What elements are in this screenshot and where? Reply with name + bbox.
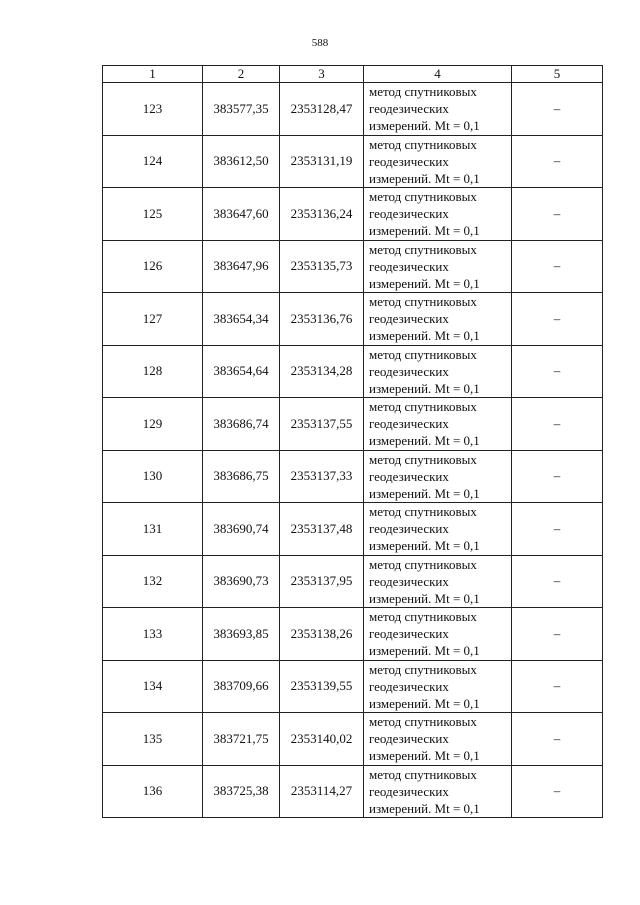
coordinates-table [102,65,603,818]
x-coordinate-cell: 383709,66 [203,660,280,713]
method-line-3: измерений. Mt = 0,1 [369,590,480,606]
note-cell: – [512,608,603,661]
note-cell: – [512,83,603,136]
x-coordinate-cell: 383693,85 [203,608,280,661]
method-line-1: метод спутниковых [369,346,477,362]
point-number-cell: 134 [103,660,203,713]
header-col-4: 4 [364,66,512,83]
table-row [103,293,603,346]
table-row [103,398,603,451]
point-number-cell: 136 [103,765,203,818]
method-line-3: измерений. Mt = 0,1 [369,748,480,764]
y-coordinate-cell: 2353139,55 [280,660,364,713]
method-cell [364,450,512,503]
table-header [103,66,603,83]
table-row [103,240,603,293]
method-line-1: метод спутниковых [369,504,477,520]
note-cell: – [512,450,603,503]
header-col-3: 3 [280,66,364,83]
method-line-2: геодезических [369,363,449,379]
method-line-1: метод спутниковых [369,609,477,625]
note-cell: – [512,713,603,766]
method-cell [364,240,512,293]
x-coordinate-cell: 383686,74 [203,398,280,451]
x-coordinate-cell: 383577,35 [203,83,280,136]
method-line-2: геодезических [369,101,449,117]
method-line-3: измерений. Mt = 0,1 [369,538,480,554]
method-line-3: измерений. Mt = 0,1 [369,380,480,396]
point-number-cell: 135 [103,713,203,766]
x-coordinate-cell: 383654,34 [203,293,280,346]
point-number-cell: 131 [103,503,203,556]
point-number-cell: 130 [103,450,203,503]
method-line-3: измерений. Mt = 0,1 [369,695,480,711]
y-coordinate-cell: 2353128,47 [280,83,364,136]
page-number: 588 [311,37,329,49]
header-col-1: 1 [103,66,203,83]
note-cell: – [512,293,603,346]
note-cell: – [512,660,603,713]
method-cell [364,188,512,241]
point-number-cell: 125 [103,188,203,241]
x-coordinate-cell: 383690,73 [203,555,280,608]
point-number-cell: 133 [103,608,203,661]
table-row [103,188,603,241]
point-number-cell: 126 [103,240,203,293]
method-line-1: метод спутниковых [369,451,477,467]
method-line-3: измерений. Mt = 0,1 [369,275,480,291]
method-cell [364,83,512,136]
method-line-1: метод спутниковых [369,714,477,730]
y-coordinate-cell: 2353135,73 [280,240,364,293]
method-line-3: измерений. Mt = 0,1 [369,118,480,134]
x-coordinate-cell: 383612,50 [203,135,280,188]
note-cell: – [512,345,603,398]
table-row [103,713,603,766]
method-line-1: метод спутниковых [369,399,477,415]
y-coordinate-cell: 2353137,95 [280,555,364,608]
method-line-1: метод спутниковых [369,294,477,310]
point-number-cell: 129 [103,398,203,451]
x-coordinate-cell: 383686,75 [203,450,280,503]
method-line-2: геодезических [369,731,449,747]
method-line-2: геодезических [369,626,449,642]
header-col-2: 2 [203,66,280,83]
x-coordinate-cell: 383690,74 [203,503,280,556]
note-cell: – [512,765,603,818]
y-coordinate-cell: 2353136,76 [280,293,364,346]
method-line-3: измерений. Mt = 0,1 [369,328,480,344]
method-line-1: метод спутниковых [369,556,477,572]
point-number-cell: 127 [103,293,203,346]
y-coordinate-cell: 2353137,48 [280,503,364,556]
point-number-cell: 123 [103,83,203,136]
method-line-1: метод спутниковых [369,661,477,677]
y-coordinate-cell: 2353136,24 [280,188,364,241]
method-line-2: геодезических [369,573,449,589]
method-line-2: геодезических [369,678,449,694]
method-cell [364,713,512,766]
method-line-3: измерений. Mt = 0,1 [369,800,480,816]
method-cell [364,293,512,346]
y-coordinate-cell: 2353137,33 [280,450,364,503]
method-line-2: геодезических [369,521,449,537]
method-line-2: геодезических [369,416,449,432]
y-coordinate-cell: 2353140,02 [280,713,364,766]
point-number-cell: 124 [103,135,203,188]
table-row [103,345,603,398]
method-line-2: геодезических [369,783,449,799]
y-coordinate-cell: 2353138,26 [280,608,364,661]
method-line-1: метод спутниковых [369,189,477,205]
note-cell: – [512,240,603,293]
table-row [103,503,603,556]
method-cell [364,503,512,556]
method-line-3: измерений. Mt = 0,1 [369,643,480,659]
table-row [103,608,603,661]
note-cell: – [512,503,603,556]
method-line-1: метод спутниковых [369,84,477,100]
y-coordinate-cell: 2353134,28 [280,345,364,398]
point-number-cell: 132 [103,555,203,608]
method-cell [364,765,512,818]
table-row [103,660,603,713]
y-coordinate-cell: 2353114,27 [280,765,364,818]
method-cell [364,398,512,451]
table-body [103,83,603,818]
header-row [103,66,603,83]
method-line-1: метод спутниковых [369,136,477,152]
point-number-cell: 128 [103,345,203,398]
note-cell: – [512,188,603,241]
x-coordinate-cell: 383725,38 [203,765,280,818]
table-row [103,135,603,188]
method-line-1: метод спутниковых [369,766,477,782]
method-cell [364,135,512,188]
method-line-3: измерений. Mt = 0,1 [369,433,480,449]
method-cell [364,345,512,398]
method-line-2: геодезических [369,468,449,484]
method-line-2: геодезических [369,206,449,222]
method-cell [364,660,512,713]
y-coordinate-cell: 2353137,55 [280,398,364,451]
method-line-2: геодезических [369,258,449,274]
header-col-5: 5 [512,66,603,83]
method-line-2: геодезических [369,153,449,169]
method-cell [364,608,512,661]
method-cell [364,555,512,608]
note-cell: – [512,135,603,188]
note-cell: – [512,555,603,608]
table-row [103,765,603,818]
note-cell: – [512,398,603,451]
method-line-1: метод спутниковых [369,241,477,257]
method-line-3: измерений. Mt = 0,1 [369,223,480,239]
x-coordinate-cell: 383647,96 [203,240,280,293]
y-coordinate-cell: 2353131,19 [280,135,364,188]
x-coordinate-cell: 383654,64 [203,345,280,398]
method-line-3: измерений. Mt = 0,1 [369,170,480,186]
x-coordinate-cell: 383721,75 [203,713,280,766]
method-line-3: измерений. Mt = 0,1 [369,485,480,501]
method-line-2: геодезических [369,311,449,327]
table-row [103,83,603,136]
x-coordinate-cell: 383647,60 [203,188,280,241]
table-row [103,450,603,503]
table-row [103,555,603,608]
